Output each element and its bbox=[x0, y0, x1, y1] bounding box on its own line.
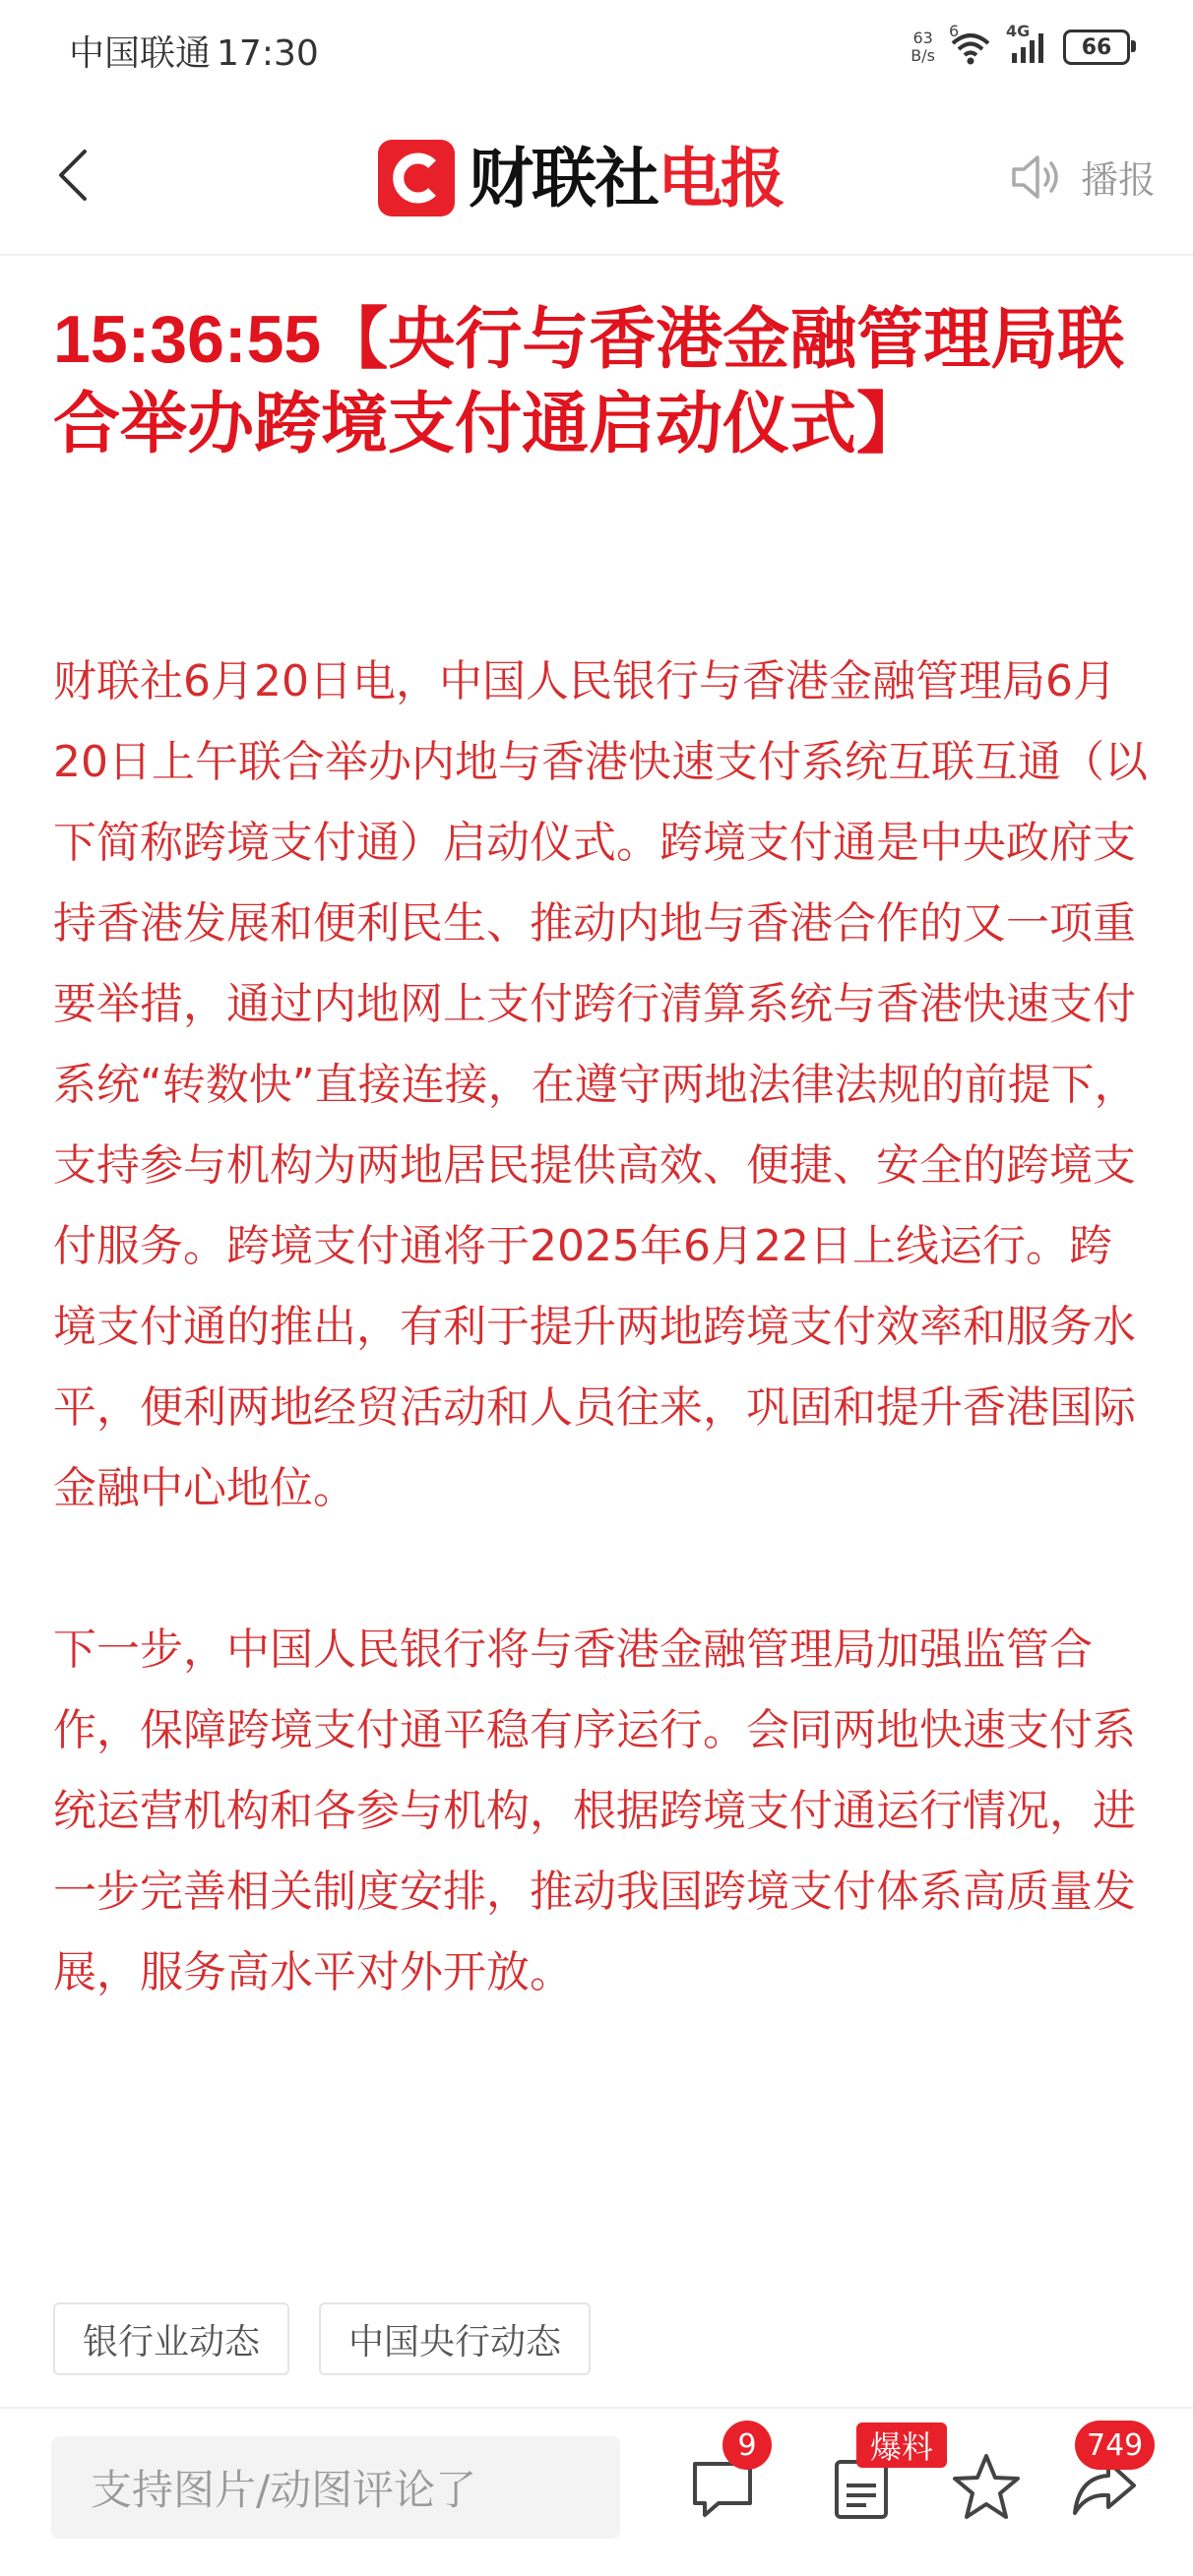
comment-placeholder: 支持图片/动图评论了 bbox=[91, 2466, 477, 2514]
back-button[interactable] bbox=[47, 146, 106, 205]
clock: 17:30 bbox=[217, 33, 319, 74]
tag-banking-news[interactable]: 银行业动态 bbox=[53, 2302, 289, 2375]
status-bar bbox=[0, 0, 1193, 98]
wifi-label: 6 bbox=[949, 22, 960, 40]
favorite-button[interactable] bbox=[947, 2448, 1026, 2527]
app-header bbox=[0, 98, 1193, 256]
carrier-time bbox=[69, 26, 319, 76]
speaker-icon bbox=[1010, 153, 1063, 201]
cell-label: 4G bbox=[1006, 22, 1031, 40]
comment-count-badge: 9 bbox=[722, 2421, 772, 2470]
article-paragraph: 财联社6月20日电，中国人民银行与香港金融管理局6月20日上午联合举办内地与香港快速支付系统互联互通（以下简称跨境支付通）启动仪式。跨境支付通是中央政府支持香港发展和便利民生、推动内地与香港合作的又一项重要举措，通过内地网上支付跨行清算系统与香港快速支付系统“转数快”直接连接，在遵守两地法律法规的前提下，支持参与机构为两地居民提供高效、便捷、安全的跨境支付服务。跨境支付通将于2025年6月22日上线运行。跨境支付通的推出，有利于提升两地跨境支付效率和服务水平，便利两地经贸活动和人员往来，巩固和提升香港国际金融中心地位。 bbox=[53, 656, 1148, 1513]
star-icon bbox=[947, 2448, 1026, 2527]
status-icons bbox=[910, 22, 1130, 73]
logo-part2: 电报 bbox=[658, 142, 784, 215]
play-audio-button[interactable] bbox=[1010, 150, 1156, 204]
share-count-badge: 749 bbox=[1075, 2421, 1155, 2470]
article-paragraph: 下一步，中国人民银行将与香港金融管理局加强监管合作，保障跨境支付通平稳有序运行。会同两地快速支付系统运营机构和各参与机构，根据跨境支付通运行情况，进一步完善相关制度安排，推动我国跨境支付体系高质量发展，服务高水平对外开放。 bbox=[53, 1625, 1136, 1997]
article-title: 15:36:55【央行与香港金融管理局联合举办跨境支付通启动仪式】 bbox=[53, 302, 1125, 461]
net-speed-value: 63 bbox=[912, 29, 933, 47]
bottom-action-bar bbox=[0, 2407, 1193, 2576]
wifi-icon bbox=[949, 22, 992, 67]
logo-wordmark bbox=[469, 138, 784, 218]
cell-signal-icon bbox=[1006, 22, 1049, 67]
back-icon bbox=[47, 146, 106, 205]
comment-input[interactable] bbox=[51, 2436, 620, 2539]
tag-list bbox=[53, 2302, 591, 2375]
logo-part1: 财联社 bbox=[469, 142, 658, 215]
logo-c-icon bbox=[378, 140, 455, 216]
tag-central-bank-news[interactable]: 中国央行动态 bbox=[319, 2302, 591, 2375]
battery-indicator: 66 bbox=[1063, 30, 1130, 65]
article-body bbox=[53, 642, 1148, 2013]
play-label: 播报 bbox=[1080, 158, 1156, 202]
net-speed-unit: B/s bbox=[910, 46, 935, 65]
network-speed bbox=[910, 30, 935, 65]
brand-logo bbox=[378, 138, 784, 218]
carrier-name: 中国联通 bbox=[69, 33, 212, 74]
news-tip-badge: 爆料 bbox=[856, 2423, 947, 2468]
